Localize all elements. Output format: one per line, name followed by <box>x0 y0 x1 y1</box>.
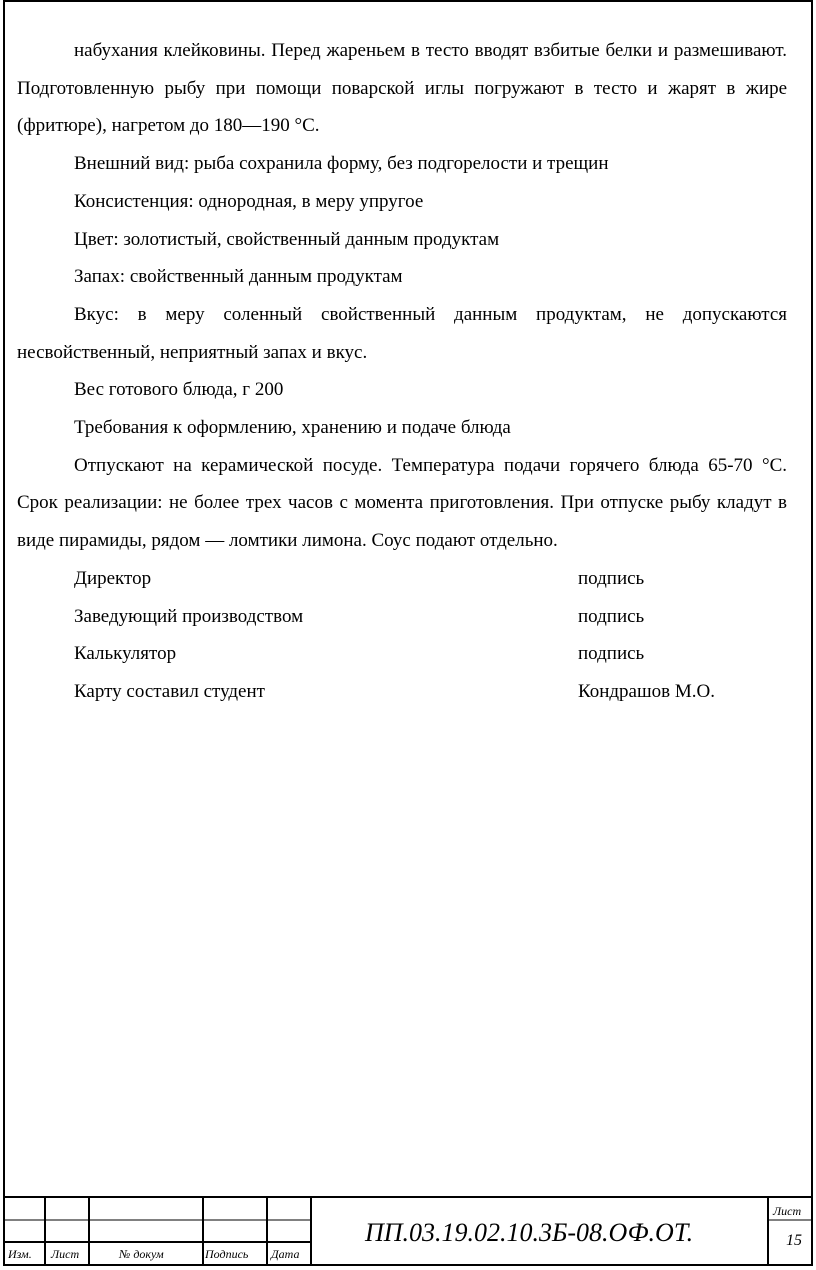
column-date-label: Дата <box>271 1247 300 1261</box>
paragraph-appearance: Внешний вид: рыба сохранила форму, без подгорелости и трещин <box>74 153 609 175</box>
column-izm-label: Изм. <box>8 1247 32 1261</box>
paragraph-smell: Запах: свойственный данным продуктам <box>74 266 403 288</box>
signature-role: Калькулятор <box>74 643 177 665</box>
signature-value: Кондрашов М.О. <box>578 680 715 702</box>
signature-value: подпись <box>578 643 645 665</box>
column-list-label: Лист <box>51 1247 80 1261</box>
signature-row-director <box>17 560 787 598</box>
signature-value: подпись <box>578 567 645 589</box>
signature-role: Карту составил студент <box>74 680 265 702</box>
paragraph-taste: Вкус: в меру соленный свойственный данным продуктам, не допускаются несвойственный, неприятный запах и вкус. <box>17 303 787 363</box>
sheet-number: 15 <box>786 1232 802 1249</box>
paragraph-requirements-heading: Требования к оформлению, хранению и подаче блюда <box>74 417 511 439</box>
paragraph-color: Цвет: золотистый, свойственный данным продуктам <box>74 228 500 250</box>
signature-role: Директор <box>74 567 152 589</box>
paragraph-weight: Вес готового блюда, г 200 <box>74 379 284 401</box>
signature-row-student <box>17 673 787 711</box>
signature-role: Заведующий производством <box>74 605 304 627</box>
paragraph-continuation: набухания клейковины. Перед жареньем в тесто вводят взбитые белки и размешивают. Подготовленную рыбу при помощи поварской иглы погружают в тесто и жарят в жире (фритюре), нагретом до 180—190 °С. <box>17 40 787 137</box>
signature-row-production-manager <box>17 598 787 636</box>
paragraph-consistency: Консистенция: однородная, в меру упругое <box>74 190 424 212</box>
paragraph-serving: Отпускают на керамической посуде. Температура подачи горячего блюда 65-70 °С. Срок реализации: не более трех часов с момента приготовления. При отпуске рыбу кладут в виде пирамиды, рядом — ломтики лимона. Соус подают отдельно. <box>17 454 787 552</box>
sheet-label: Лист <box>773 1204 802 1218</box>
signature-row-calculator <box>17 635 787 673</box>
signature-value: подпись <box>578 605 645 627</box>
column-sign-label: Подпись <box>205 1247 249 1261</box>
title-block-stamp <box>3 1196 813 1266</box>
document-body <box>17 32 787 711</box>
document-code: ПП.03.19.02.10.3Б-08.ОФ.ОТ. <box>365 1218 694 1247</box>
column-doc-label: № докум <box>119 1247 164 1261</box>
